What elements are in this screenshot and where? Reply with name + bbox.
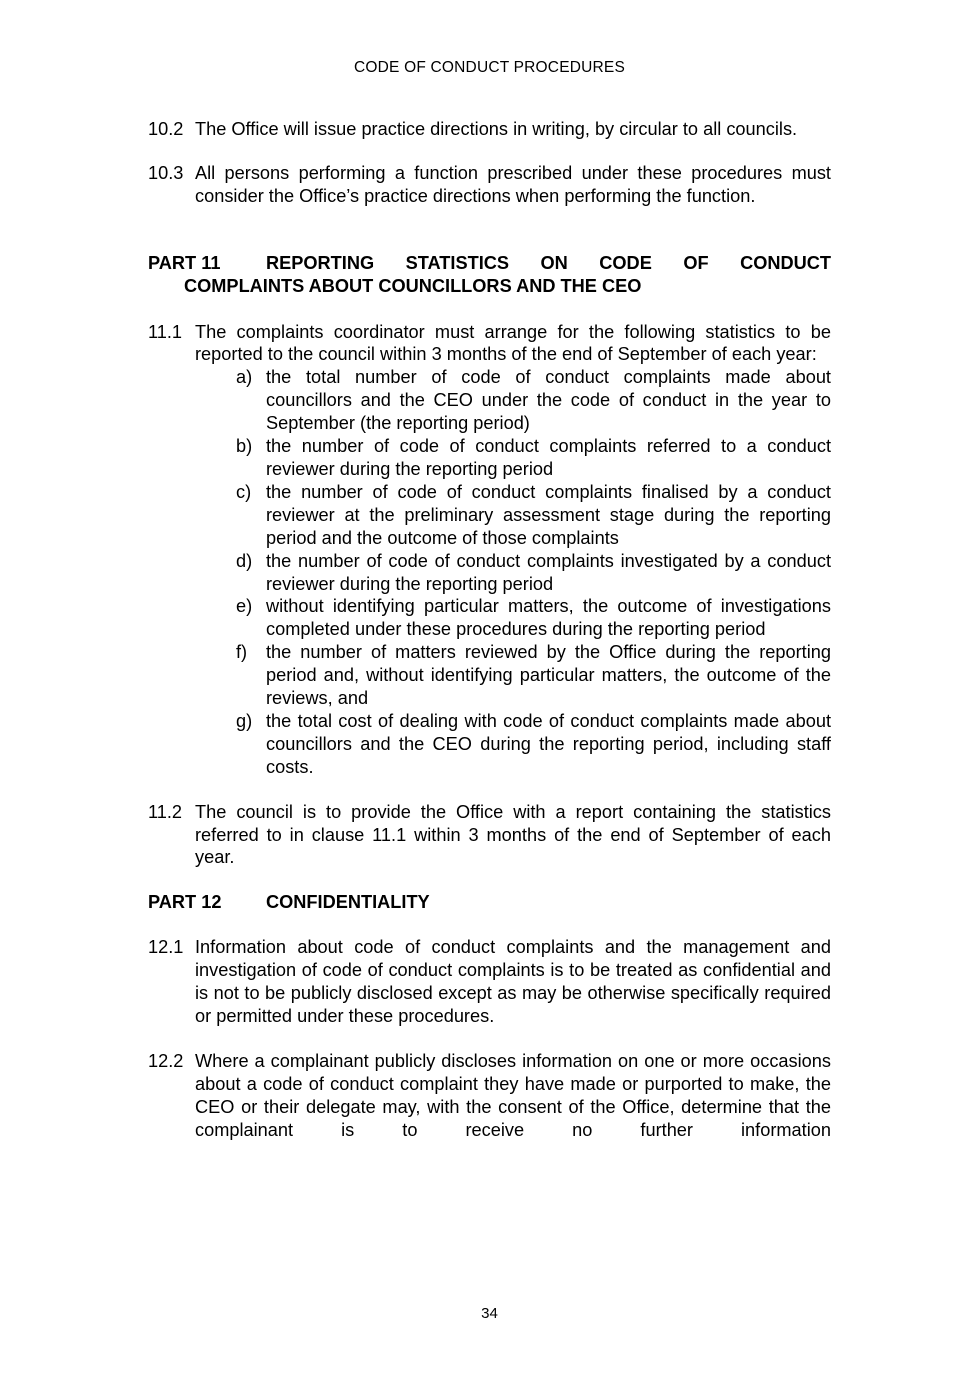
part-title-line-2: COMPLAINTS ABOUT COUNCILLORS AND THE CEO [184, 275, 642, 296]
list-item [148, 550, 831, 596]
list-item [148, 481, 831, 550]
running-header: CODE OF CONDUCT PROCEDURES [353, 59, 626, 76]
clause-text: The Office will issue practice directions in writing, by circular to all councils. [195, 119, 798, 139]
part-title-line-1: REPORTING STATISTICS ON CODE OF CONDUCT [266, 252, 831, 273]
list-item-text: without identifying particular matters, the outcome of investigations completed under these procedures during the reporting period [266, 596, 831, 640]
list-item-letter: d) [236, 550, 253, 571]
clause-11-1 [148, 321, 831, 367]
heading-line-1 [148, 891, 831, 914]
list-item-letter: g) [236, 710, 253, 731]
list-item [148, 710, 831, 779]
clause-number: 12.1 [148, 937, 184, 958]
list-item-text: the total cost of dealing with code of conduct complaints made about councillors and the CEO during the reporting period, including staff costs. [266, 710, 831, 777]
part-number: PART 11 [148, 252, 221, 273]
clause-12-2 [148, 1050, 831, 1142]
clause-text: The council is to provide the Office with a report containing the statistics referred to in clause 11.1 within 3 months of the end of September of each year. [195, 801, 831, 868]
clause-12-1 [148, 936, 831, 1028]
clause-number: 10.3 [148, 162, 184, 183]
list-item [148, 595, 831, 641]
list-item-letter: f) [236, 642, 248, 663]
clause-11-2 [148, 801, 831, 870]
clause-10-3 [148, 162, 831, 208]
clause-text: Information about code of conduct complaints and the management and investigation of code of conduct complaints is to be treated as confidential and is not to be publicly disclosed except as may be otherwise specifically required or permitted under these procedures. [195, 937, 831, 1026]
clause-text: All persons performing a function prescribed under these procedures must consider the Office’s practice directions when performing the function. [195, 162, 831, 206]
statistics-list [148, 366, 831, 778]
list-item-text: the number of code of conduct complaints finalised by a conduct reviewer at the preliminary assessment stage during the reporting period and the outcome of those complaints [266, 481, 831, 548]
page-number: 34 [481, 1305, 498, 1322]
list-item-text: the number of code of conduct complaints investigated by a conduct reviewer during the reporting period [266, 550, 831, 594]
list-item-letter: e) [236, 596, 253, 617]
list-item-letter: b) [236, 436, 253, 457]
list-item-letter: c) [236, 481, 252, 502]
list-item-letter: a) [236, 367, 253, 388]
clause-text: Where a complainant publicly discloses information on one or more occasions about a code of conduct complaint they have made or purported to make, the CEO or their delegate may, with the consent of the Office, determine that the complainant is to receive no further information [195, 1050, 831, 1140]
heading-line-1 [148, 252, 831, 275]
clause-10-2 [148, 118, 831, 141]
part-12-heading [148, 891, 831, 914]
list-item [148, 641, 831, 710]
list-item-text: the number of code of conduct complaints referred to a conduct reviewer during the reporting period [266, 436, 831, 479]
clause-number: 11.2 [148, 801, 183, 822]
clause-text: The complaints coordinator must arrange for the following statistics to be reported to the council within 3 months of the end of September of each year: [195, 321, 831, 365]
part-11-heading [148, 252, 831, 298]
page-body [148, 118, 831, 1142]
part-number: PART 12 [148, 892, 222, 913]
clause-number: 11.1 [148, 321, 183, 342]
list-item [148, 366, 831, 435]
list-item-text: the total number of code of conduct complaints made about councillors and the CEO under the code of conduct in the year to September (the reporting period) [266, 367, 831, 434]
list-item-text: the number of matters reviewed by the Office during the reporting period and, without identifying particular matters, the outcome of the reviews, and [266, 642, 831, 709]
list-item [148, 435, 831, 481]
part-title: CONFIDENTIALITY [266, 892, 430, 913]
clause-number: 12.2 [148, 1050, 184, 1071]
clause-number: 10.2 [148, 119, 184, 139]
